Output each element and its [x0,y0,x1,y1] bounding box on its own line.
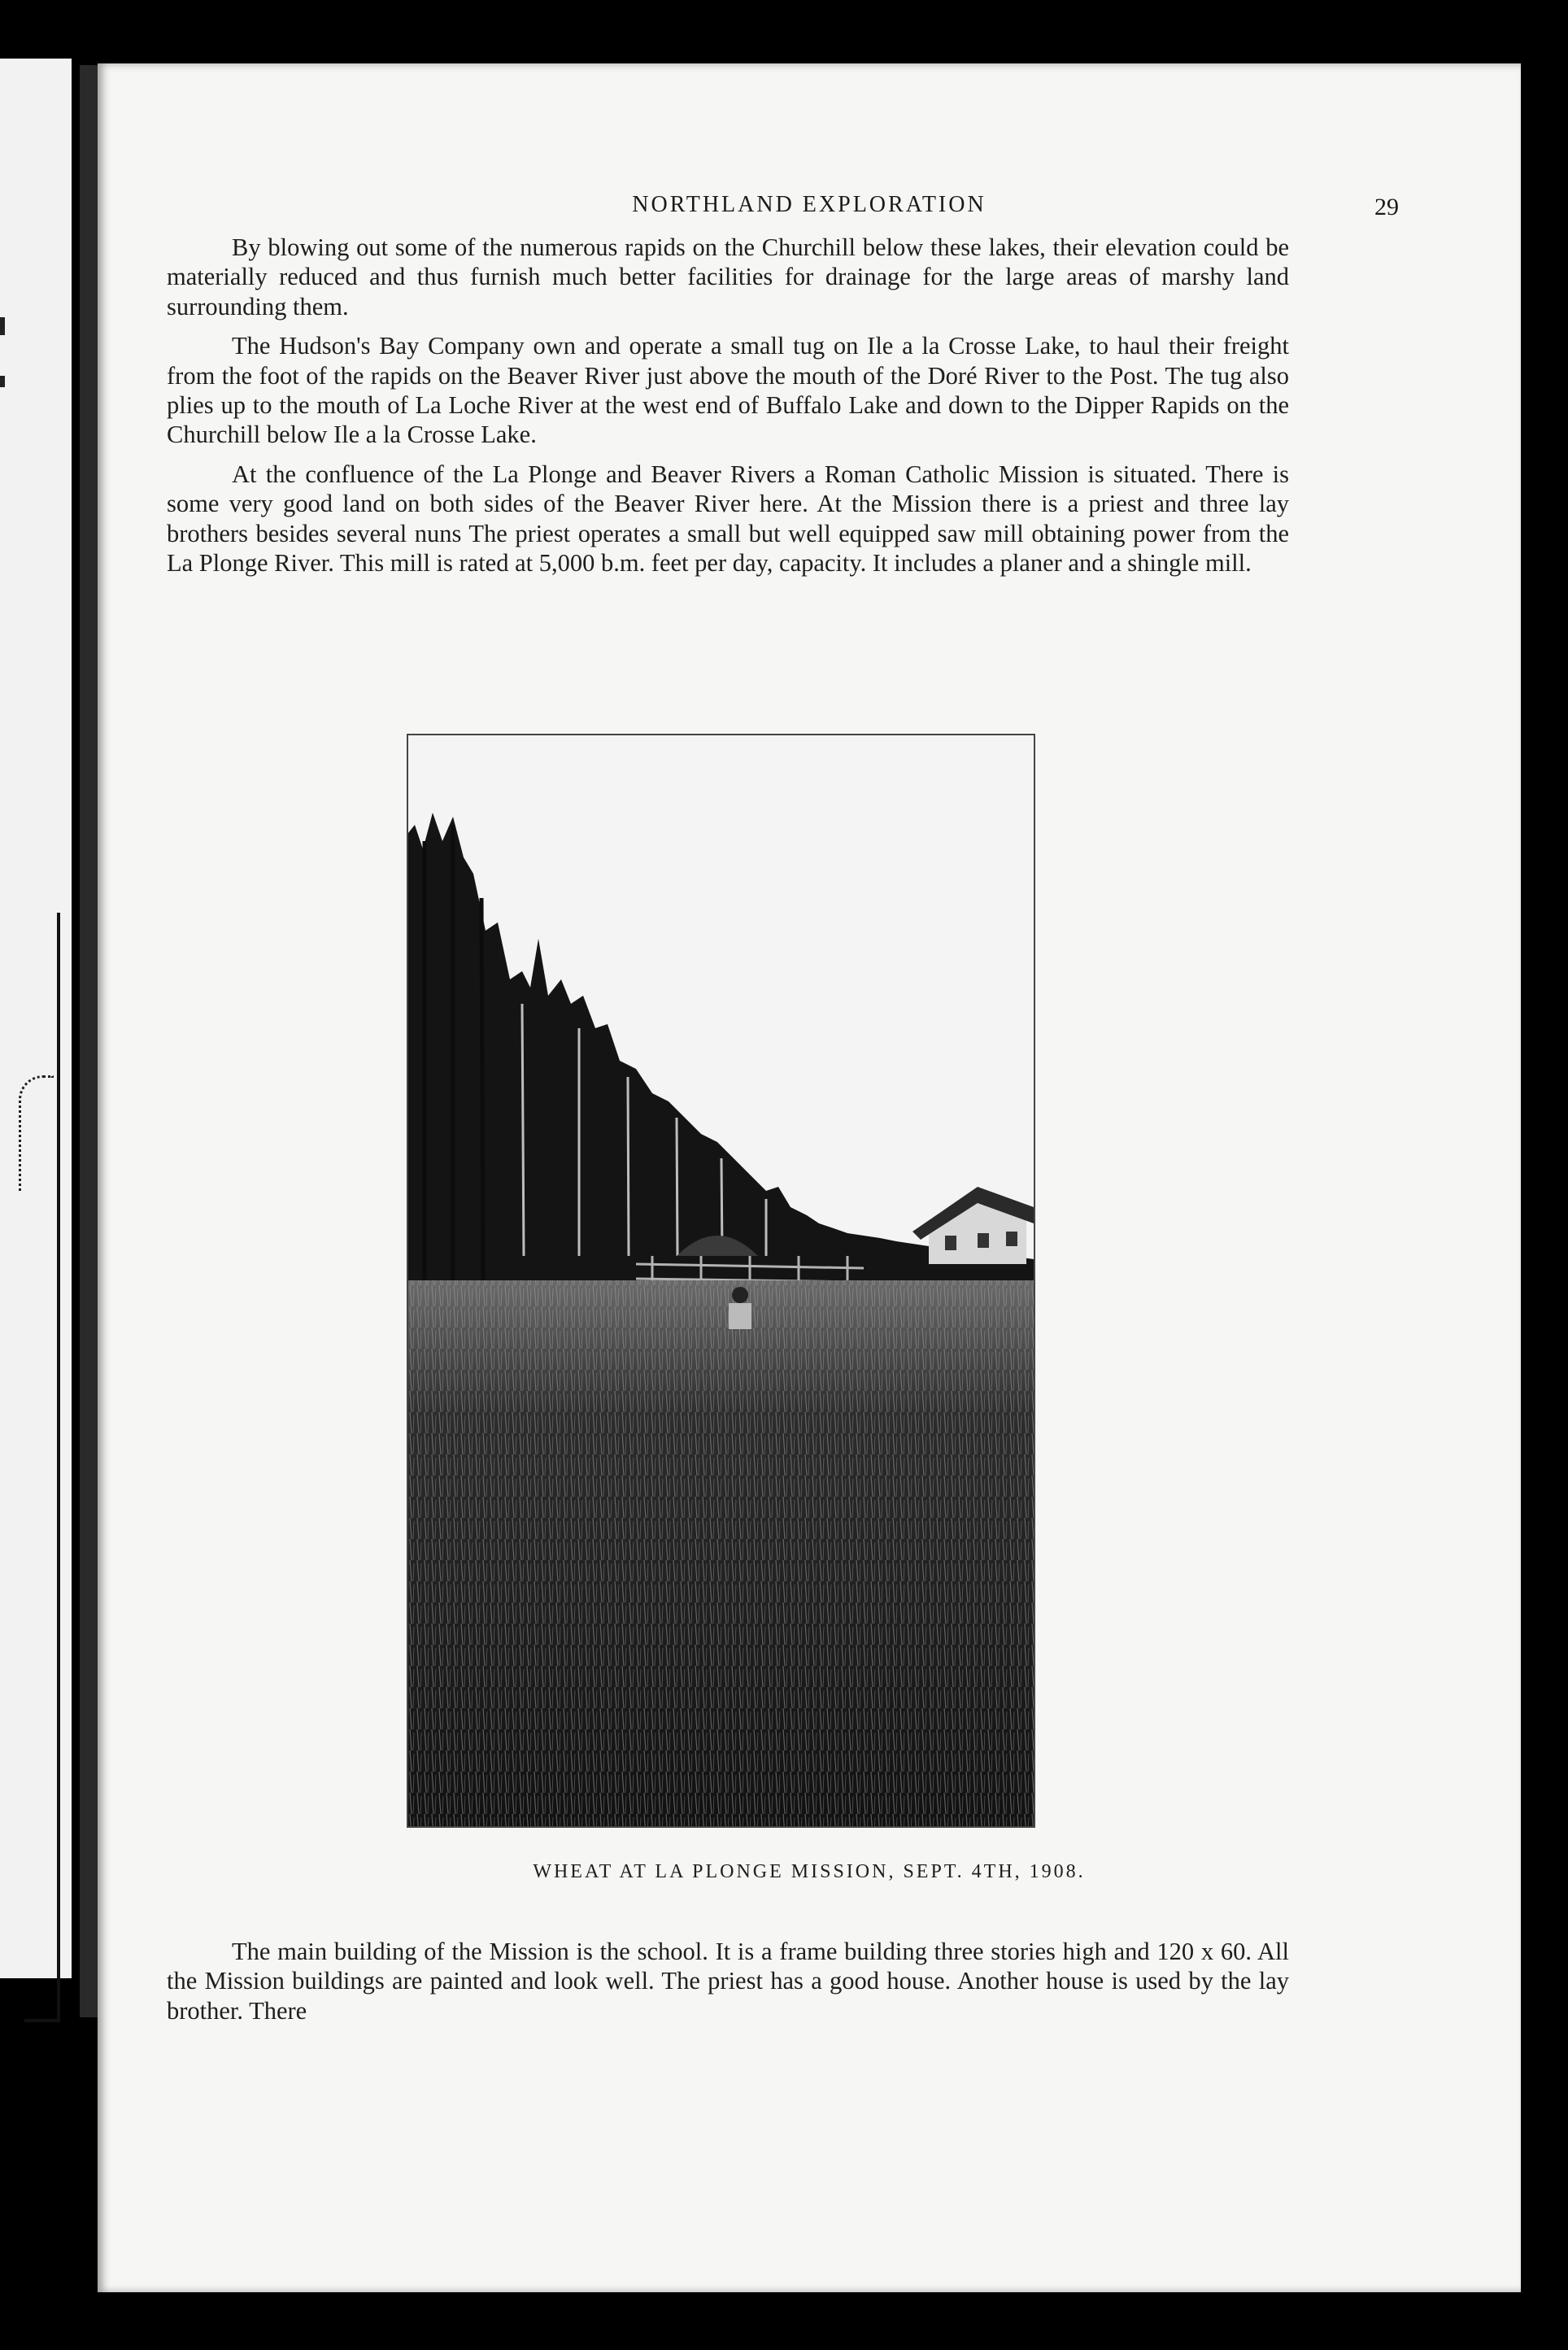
paragraph: By blowing out some of the numerous rapids on the Churchill below these lakes, their elevation could be materially reduced and thus furnish much better facilities for drainage for the large areas of marshy land surrounding them. [167,233,1289,320]
paragraph: The main building of the Mission is the school. It is a frame building three stories high and 120 x 60. All the Mission buildings are painted and look well. The priest has a good house. Another house is used by the lay brother. There [167,1938,1289,2025]
figure-caption: WHEAT AT LA PLONGE MISSION, SEPT. 4TH, 1908. [533,1861,1086,1882]
book-gutter [80,65,98,2017]
running-title: NORTHLAND EXPLORATION [632,192,987,217]
paragraph: The Hudson's Bay Company own and operate a small tug on Ile a la Crosse Lake, to haul their freight from the foot of the rapids on the Beaver River just above the mouth of the Doré River to the Post. The tug also plies up to the mouth of La Loche River at the west end of Buffalo Lake and down to the Dipper Rapids on the Churchill below Ile a la Crosse Lake. [167,332,1289,449]
body-text-lower [167,1937,1289,2025]
facing-page-map-border [24,913,60,2022]
running-head [98,192,1521,225]
wheat-field-photo [408,735,1034,1826]
facing-page-mark [0,376,5,387]
page-number: 29 [1374,194,1399,220]
paragraph: At the confluence of the La Plonge and Beaver Rivers a Roman Catholic Mission is situated. There is some very good land on both sides of the Beaver River here. At the Mission there is a priest and three lay brothers besides several nuns The priest operates a small but well equipped saw mill obtaining power from the La Plonge River. This mill is rated at 5,000 b.m. feet per day, capacity. It includes a planer and a shingle mill. [167,460,1289,578]
facing-page-edge [0,59,72,1978]
facing-page-mark [0,317,5,335]
book-page [98,63,1521,2292]
figure-photograph [407,734,1035,1828]
body-text-upper [167,233,1289,578]
